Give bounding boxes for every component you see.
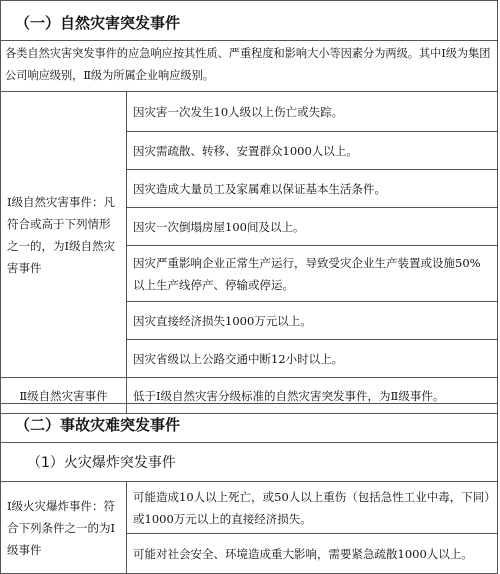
section1-title: （一）自然灾害突发事件 <box>15 14 181 32</box>
fire-explosion-table <box>0 481 498 574</box>
level1-natural-label: Ⅰ级自然灾害事件：凡符合或高于下列情形之一的，为Ⅰ级自然灾害事件 <box>1 92 127 378</box>
section2-subheader <box>0 442 498 482</box>
level1-fire-label: Ⅰ级火灾爆炸事件：符合下列条件之一的为Ⅰ级事件 <box>1 482 127 574</box>
level1-natural-item: 因灾需疏散、转移、安置群众1000人以上。 <box>127 132 498 170</box>
section1-header <box>0 0 498 41</box>
section2-header <box>0 403 498 443</box>
section2-subtitle: （1）火灾爆炸突发事件 <box>27 455 176 471</box>
level1-natural-item: 因灾严重影响企业正常生产运行，导致受灾企业生产装置或设施50%以上生产线停产、停输或停运。 <box>127 246 498 302</box>
section1-intro: 各类自然灾害突发事件的应急响应按其性质、严重程度和影响大小等因素分为两级。其中Ⅰ级为集团公司响应级别，Ⅱ级为所属企业响应级别。 <box>0 40 498 92</box>
section2-title: （二）事故灾难突发事件 <box>15 416 181 434</box>
level2-natural-text: 低于Ⅰ级自然灾害分级标准的自然灾害突发事件，为Ⅱ级事件。 <box>127 378 498 414</box>
level1-natural-item: 因灾造成大量员工及家属难以保证基本生活条件。 <box>127 170 498 208</box>
level1-fire-item: 可能对社会安全、环境造成重大影响，需要紧急疏散1000人以上。 <box>127 534 498 574</box>
level1-natural-item: 因灾一次倒塌房屋100间及以上。 <box>127 208 498 246</box>
level1-natural-item: 因灾直接经济损失1000万元以上。 <box>127 302 498 340</box>
level1-natural-item: 因灾省级以上公路交通中断12小时以上。 <box>127 340 498 378</box>
level2-natural-label: Ⅱ级自然灾害事件 <box>1 378 127 414</box>
level1-fire-item: 可能造成10人以上死亡，或50人以上重伤（包括急性工业中毒，下同）或1000万元以上的直接经济损失。 <box>127 482 498 534</box>
level1-natural-item: 因灾害一次发生10人级以上伤亡或失踪。 <box>127 92 498 132</box>
natural-disaster-table <box>0 91 498 414</box>
